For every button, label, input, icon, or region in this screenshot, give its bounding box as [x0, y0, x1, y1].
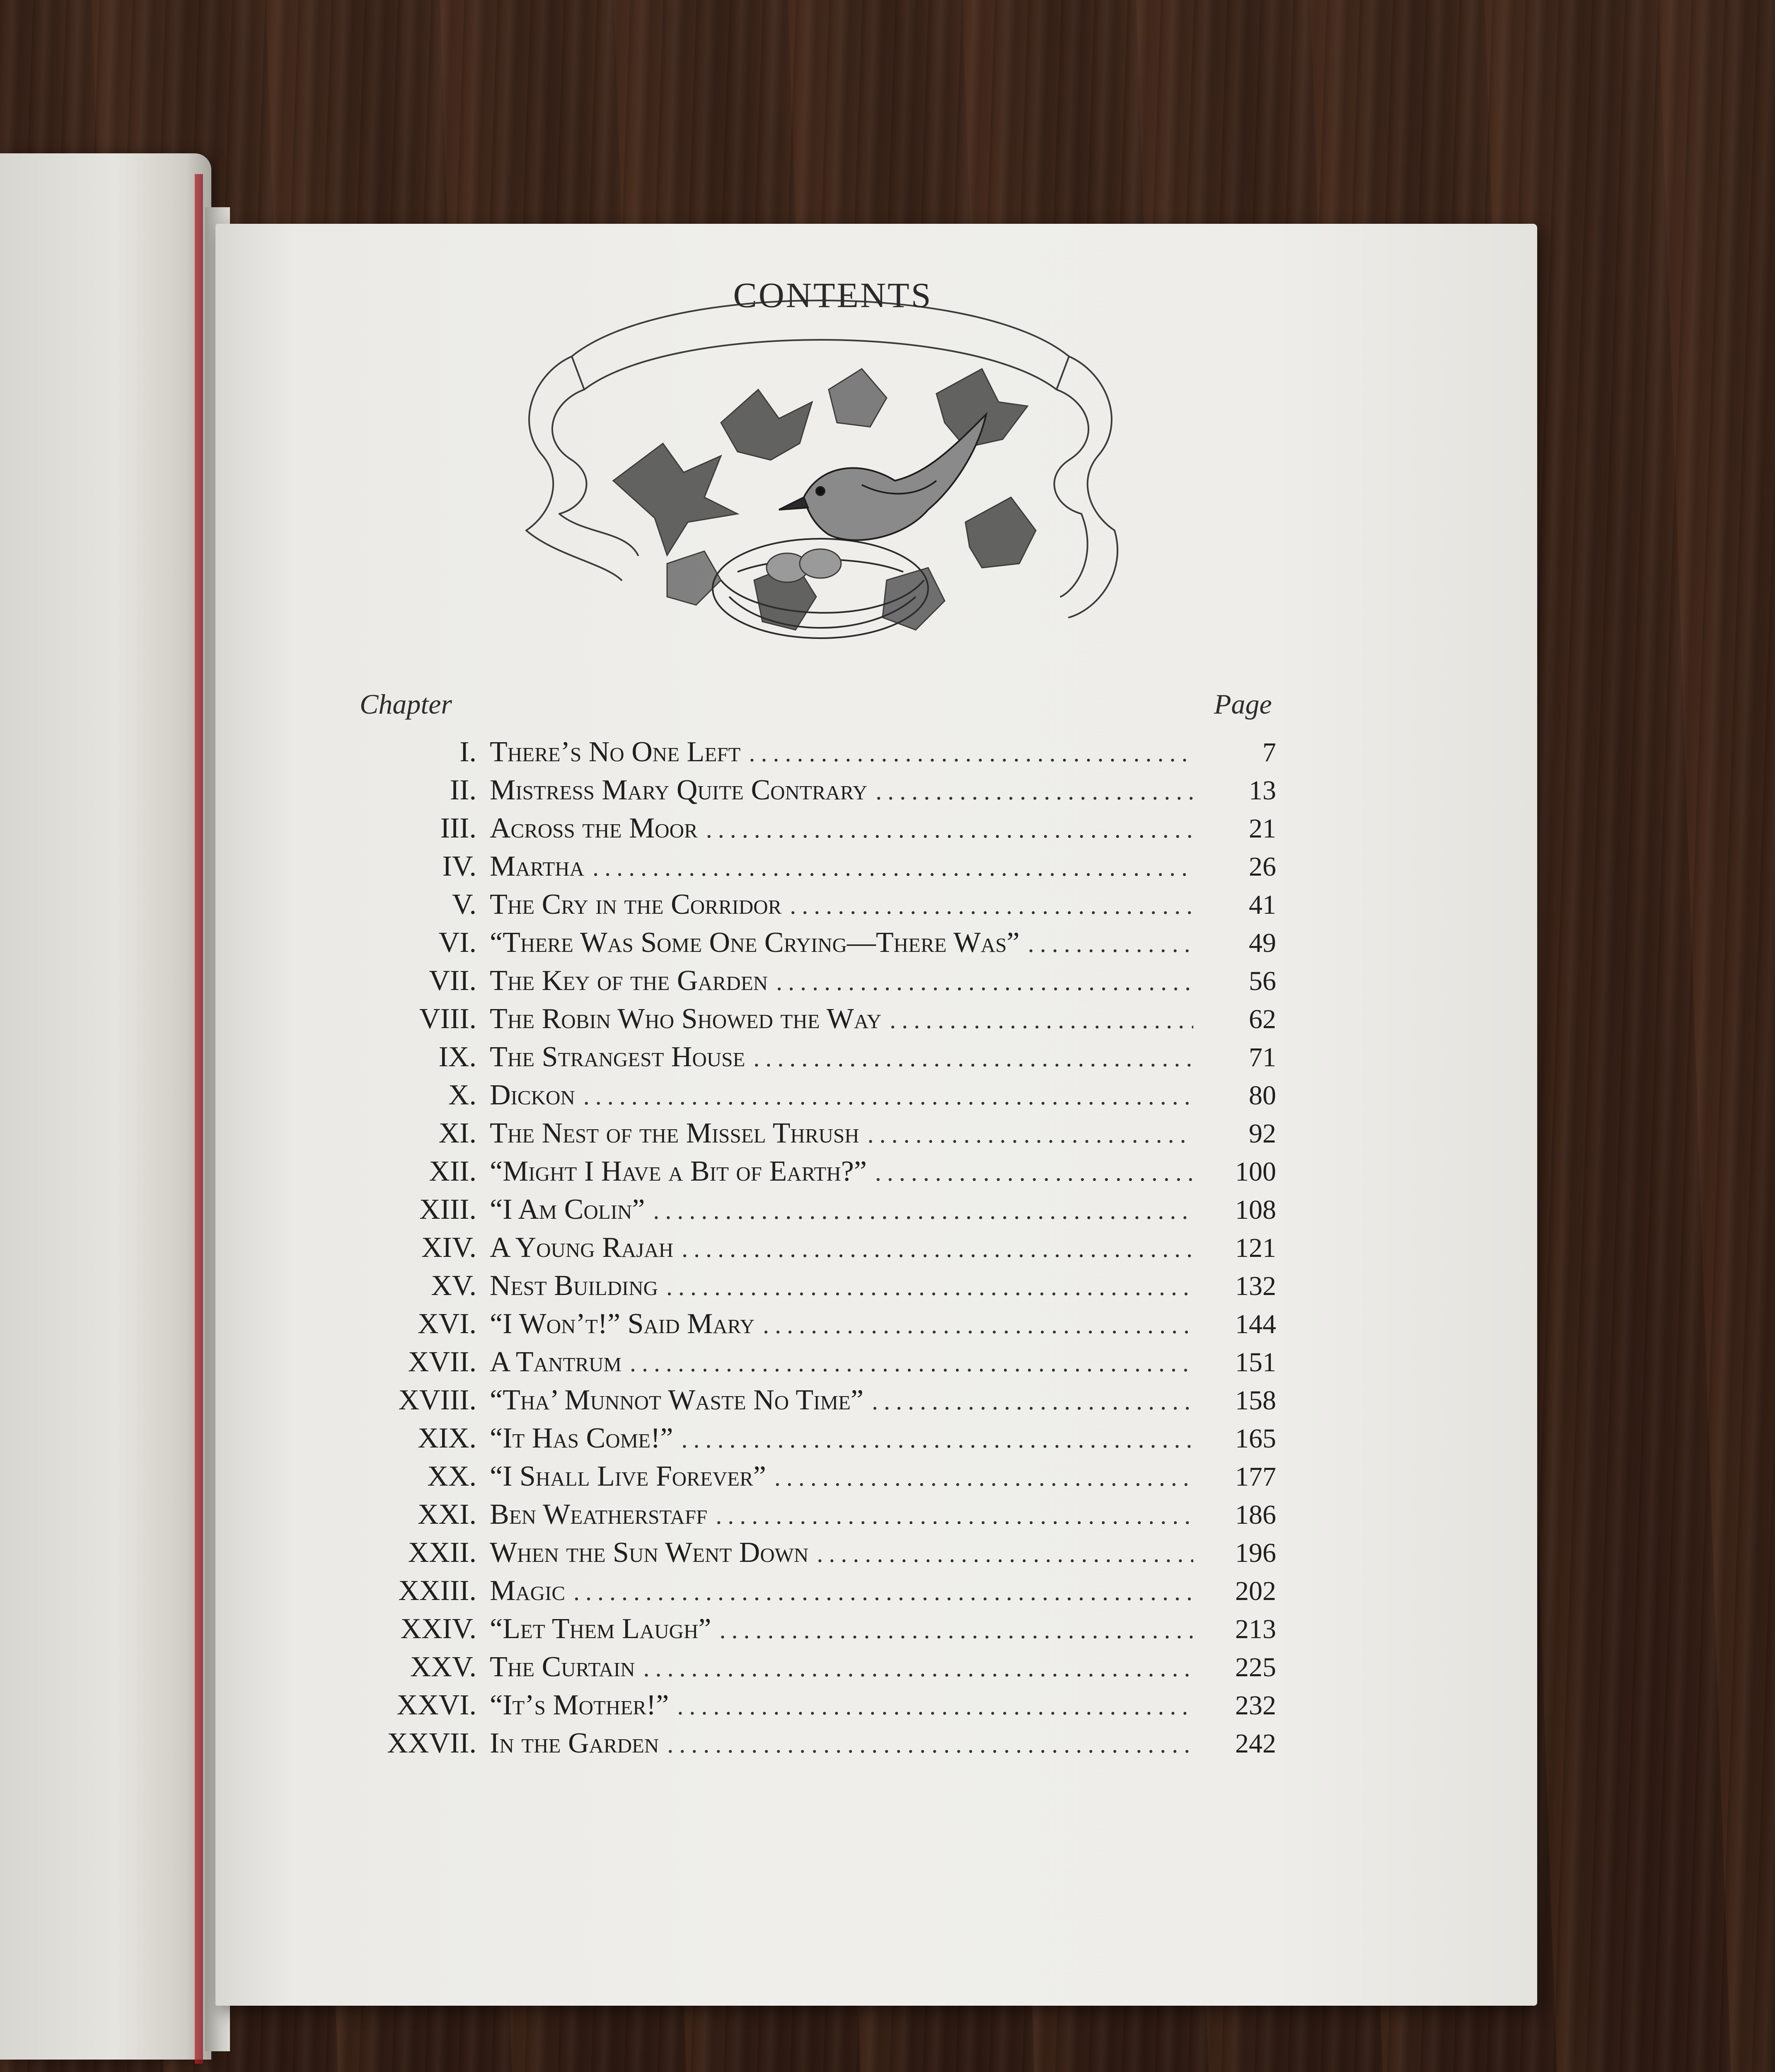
contents-title: CONTENTS [733, 275, 933, 315]
toc-row [365, 964, 1276, 1002]
toc-row [365, 1041, 1276, 1079]
dot-leader [875, 1158, 1193, 1187]
chapter-page-number: 144 [1235, 1309, 1276, 1339]
toc-row [365, 1269, 1276, 1307]
chapter-title: In the Garden [490, 1727, 659, 1759]
chapter-number: XXVI. [397, 1689, 476, 1721]
dot-leader [643, 1654, 1194, 1682]
toc-row [365, 1307, 1276, 1346]
chapter-page-number: 80 [1249, 1080, 1276, 1111]
dot-leader [681, 1425, 1193, 1454]
chapter-number: IV. [442, 850, 476, 882]
chapter-number: XIX. [418, 1422, 476, 1454]
dot-leader [790, 891, 1193, 920]
chapter-number: V. [452, 888, 476, 920]
chapter-title: “It’s Mother!” [490, 1689, 669, 1721]
dot-leader [706, 815, 1193, 844]
toc-row [365, 926, 1276, 964]
toc-row [365, 1117, 1276, 1155]
dot-leader [890, 1006, 1193, 1034]
book-cover-edge [195, 174, 203, 2064]
chapter-page-number: 71 [1249, 1042, 1276, 1072]
toc-row [365, 1002, 1276, 1041]
chapter-title: When the Sun Went Down [490, 1537, 809, 1569]
dot-leader [1028, 929, 1193, 958]
dot-leader [573, 1578, 1193, 1606]
chapter-page-number: 121 [1235, 1233, 1276, 1263]
chapter-number: XII. [429, 1155, 476, 1187]
chapter-number: XVI. [418, 1308, 476, 1340]
dot-leader [592, 853, 1193, 882]
dot-leader [653, 1196, 1193, 1225]
chapter-title: The Curtain [490, 1651, 635, 1683]
chapter-page-number: 232 [1235, 1690, 1276, 1721]
chapter-title: A Young Rajah [490, 1232, 674, 1264]
chapter-title: Magic [490, 1575, 566, 1607]
dot-leader [774, 1463, 1193, 1492]
toc-row [365, 888, 1276, 926]
toc-row [365, 1384, 1276, 1422]
chapter-page-number: 151 [1235, 1347, 1276, 1377]
chapter-page-number: 100 [1235, 1157, 1276, 1187]
toc-row [365, 774, 1276, 812]
toc-row [365, 1155, 1276, 1193]
chapter-page-number: 21 [1249, 813, 1276, 844]
toc-row [365, 1689, 1276, 1727]
chapter-page-number: 41 [1249, 890, 1276, 920]
chapter-number: VII. [429, 965, 476, 997]
toc-row [365, 1231, 1276, 1269]
chapter-number: XVII. [408, 1346, 476, 1378]
dot-leader [667, 1730, 1193, 1759]
chapter-title: Dickon [490, 1079, 575, 1111]
dot-leader [716, 1501, 1193, 1530]
chapter-number: II. [450, 774, 476, 806]
chapter-title: Nest Building [490, 1270, 658, 1302]
chapter-number: XXI. [418, 1498, 476, 1530]
dot-leader [817, 1539, 1193, 1568]
bird-nest-illustration-icon [489, 265, 1152, 680]
chapter-number: XXII. [408, 1537, 476, 1569]
toc-row [365, 1422, 1276, 1460]
chapter-title: Across the Moor [490, 812, 698, 844]
toc-row [365, 1612, 1276, 1651]
toc-row [365, 1498, 1276, 1536]
left-page [0, 153, 211, 2060]
toc-row [365, 1346, 1276, 1384]
dot-leader [776, 968, 1193, 996]
chapter-page-number: 186 [1235, 1500, 1276, 1530]
chapter-title: There’s No One Left [490, 736, 741, 768]
chapter-page-number: 132 [1235, 1271, 1276, 1301]
toc-row [365, 1727, 1276, 1765]
toc-row [365, 812, 1276, 850]
chapter-page-number: 242 [1235, 1728, 1276, 1759]
chapter-title: Mistress Mary Quite Contrary [490, 774, 868, 806]
dot-leader [875, 777, 1193, 806]
chapter-number: VIII. [419, 1003, 476, 1035]
chapter-number: I. [459, 736, 476, 768]
dot-leader [666, 1273, 1193, 1301]
chapter-column-header: Chapter [360, 688, 452, 720]
chapter-title: “There Was Some One Crying—There Was” [490, 927, 1020, 959]
chapter-number: IX. [438, 1041, 476, 1073]
chapter-title: The Key of the Garden [490, 965, 768, 997]
dot-leader [763, 1311, 1193, 1339]
dot-leader [682, 1234, 1193, 1263]
chapter-page-number: 62 [1249, 1004, 1276, 1034]
chapter-number: XXVII. [387, 1727, 476, 1759]
page-column-header: Page [1214, 688, 1272, 720]
chapter-title: “I Won’t!” Said Mary [490, 1308, 755, 1340]
dot-leader [630, 1349, 1193, 1377]
chapter-number: XI. [438, 1117, 476, 1149]
chapter-number: XXIV. [400, 1613, 476, 1645]
chapter-title: The Strangest House [490, 1041, 745, 1073]
toc-row [365, 1651, 1276, 1689]
chapter-number: III. [440, 812, 476, 844]
toc-row [365, 1460, 1276, 1498]
chapter-number: VI. [438, 927, 476, 959]
chapter-title: The Nest of the Missel Thrush [490, 1117, 859, 1149]
chapter-page-number: 26 [1249, 852, 1276, 882]
chapter-title: “Might I Have a Bit of Earth?” [490, 1155, 867, 1187]
chapter-page-number: 56 [1249, 966, 1276, 996]
chapter-page-number: 108 [1235, 1195, 1276, 1225]
toc-row [365, 1536, 1276, 1574]
chapter-page-number: 13 [1249, 775, 1276, 806]
toc-row [365, 850, 1276, 888]
chapter-page-number: 7 [1262, 737, 1276, 767]
dot-leader [583, 1082, 1193, 1111]
chapter-page-number: 225 [1235, 1652, 1276, 1682]
chapter-page-number: 213 [1235, 1614, 1276, 1644]
dot-leader [677, 1692, 1193, 1721]
chapter-title: “Tha’ Munnot Waste No Time” [490, 1384, 864, 1416]
chapter-title: “Let Them Laugh” [490, 1613, 711, 1645]
chapter-title: A Tantrum [490, 1346, 622, 1378]
chapter-page-number: 196 [1235, 1538, 1276, 1568]
chapter-title: “It Has Come!” [490, 1422, 673, 1454]
dot-leader [868, 1120, 1193, 1149]
dot-leader [719, 1616, 1193, 1644]
chapter-number: X. [448, 1079, 476, 1111]
chapter-number: XVIII. [398, 1384, 476, 1416]
chapter-title: Ben Weatherstaff [490, 1498, 708, 1530]
toc-row [365, 1079, 1276, 1117]
chapter-page-number: 49 [1249, 928, 1276, 958]
chapter-page-number: 177 [1235, 1462, 1276, 1492]
chapter-number: XIII. [419, 1193, 476, 1225]
dot-leader [749, 739, 1193, 767]
chapter-number: XV. [431, 1270, 476, 1302]
chapter-title: “I Am Colin” [490, 1193, 645, 1225]
chapter-title: “I Shall Live Forever” [490, 1460, 766, 1492]
toc-row [365, 1574, 1276, 1612]
table-of-contents [365, 736, 1276, 1765]
chapter-page-number: 92 [1249, 1118, 1276, 1149]
chapter-number: XX. [427, 1460, 476, 1492]
chapter-number: XXIII. [398, 1575, 476, 1607]
chapter-title: The Cry in the Corridor [490, 888, 782, 920]
toc-row [365, 1193, 1276, 1231]
dot-leader [753, 1044, 1193, 1072]
chapter-page-number: 158 [1235, 1385, 1276, 1416]
chapter-number: XXV. [410, 1651, 476, 1683]
chapter-number: XIV. [421, 1232, 476, 1264]
toc-row [365, 736, 1276, 774]
chapter-page-number: 202 [1235, 1576, 1276, 1606]
chapter-title: The Robin Who Showed the Way [490, 1003, 882, 1035]
dot-leader [872, 1387, 1193, 1416]
chapter-title: Martha [490, 850, 585, 882]
chapter-page-number: 165 [1235, 1423, 1276, 1454]
